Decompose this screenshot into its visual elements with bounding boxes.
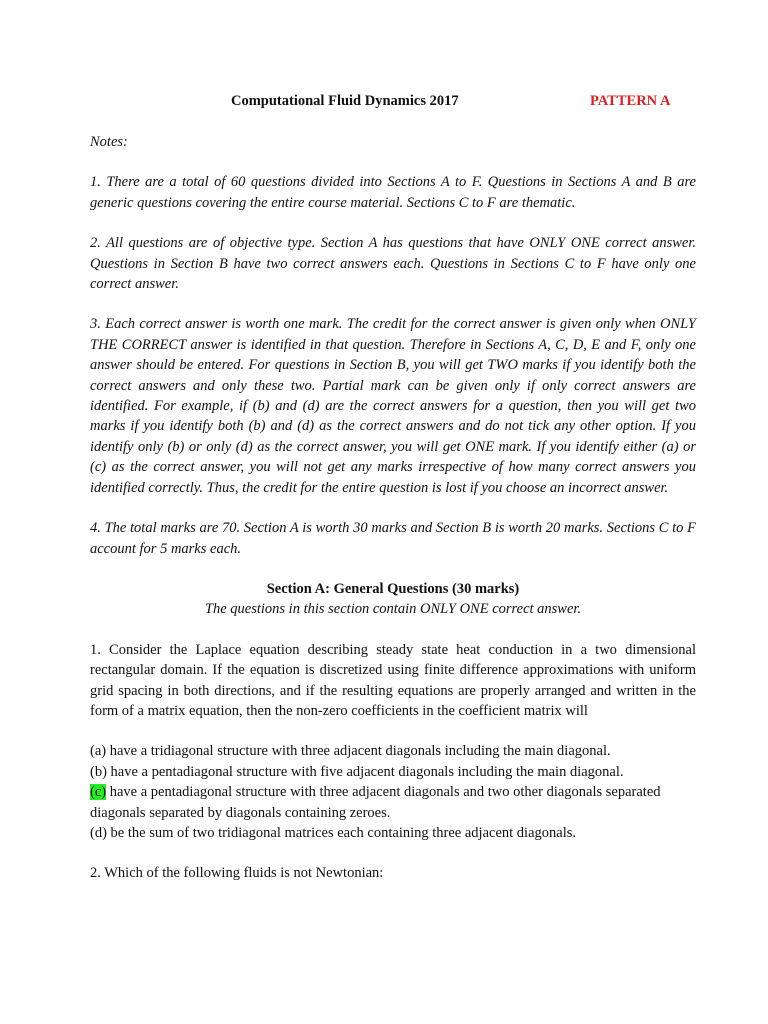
pattern-label: PATTERN A [590, 93, 671, 109]
section-a-header [90, 579, 696, 620]
page-header [90, 93, 690, 113]
notes-heading: Notes: [90, 134, 128, 150]
note-1: 1. There are a total of 60 questions divided into Sections A to F. Questions in Sections A and B are generic questions covering the entire course material. Sections C to F are thematic. [90, 174, 696, 211]
document-body [90, 132, 696, 904]
question-1-text: 1. Consider the Laplace equation describing steady state heat conduction in a two dimensional rectangular domain. If the equation is discretized using finite difference approximations with uniform grid spacing in both directions, and if the resulting equations are properly arranged and written in the form of a matrix equation, then the non-zero coefficients in the coefficient matrix will [90, 641, 696, 719]
question-2-text: 2. Which of the following fluids is not Newtonian: [90, 865, 384, 882]
option-a-text: have a tridiagonal structure with three adjacent diagonals including the main diagonal. [106, 743, 611, 760]
section-title: Section A: General Questions (30 marks) [266, 580, 520, 597]
note-4: 4. The total marks are 70. Section A is worth 30 marks and Section B is worth 20 marks. Sections C to F account for 5 marks each. [90, 520, 696, 557]
note-2: 2. All questions are of objective type. Section A has questions that have ONLY ONE correct answer. Questions in Section B have two correct answers each. Questions in Sections C to F have only one correct answer. [90, 235, 696, 293]
option-c-text: have a pentadiagonal structure with three adjacent diagonals and two other diagonals separated diagonals separated by diagonals containing zeroes. [90, 784, 661, 821]
option-b [90, 762, 696, 782]
option-d [90, 823, 696, 843]
section-subtitle: The questions in this section contain ONLY ONE correct answer. [204, 601, 582, 618]
option-b-text: have a pentadiagonal structure with five adjacent diagonals including the main diagonal. [106, 763, 624, 780]
option-d-label: (d) [90, 824, 107, 841]
option-d-text: be the sum of two tridiagonal matrices each containing three adjacent diagonals. [106, 824, 576, 841]
option-a-label: (a) [90, 743, 107, 760]
option-c [90, 782, 696, 823]
option-b-label: (b) [90, 763, 107, 780]
option-a [90, 741, 696, 761]
document-title: Computational Fluid Dynamics 2017 [231, 93, 459, 109]
option-c-label-highlighted: (c) [90, 784, 107, 801]
note-3: 3. Each correct answer is worth one mark. The credit for the correct answer is given only when ONLY THE CORRECT answer is identified in that question. Therefore in Sections A, C, D, E and F, only one answer should be entered. For questions in Section B, you will get TWO marks if you identify both the correct answers and only these two. Partial mark can be given only if only correct answers are identified. For example, if (b) and (d) are the correct answers for a question, then you will get two marks if you identify both (b) and (d) as the correct answers and do not tick any other option. If you identify only (b) or only (d) as the correct answer, you will get ONE mark. If you identify either (a) or (c) as the correct answer, you will not get any marks irrespective of how many correct answers you identified correctly. Thus, the credit for the entire question is lost if you choose an incorrect answer. [90, 316, 696, 496]
question-1-options [90, 741, 696, 843]
